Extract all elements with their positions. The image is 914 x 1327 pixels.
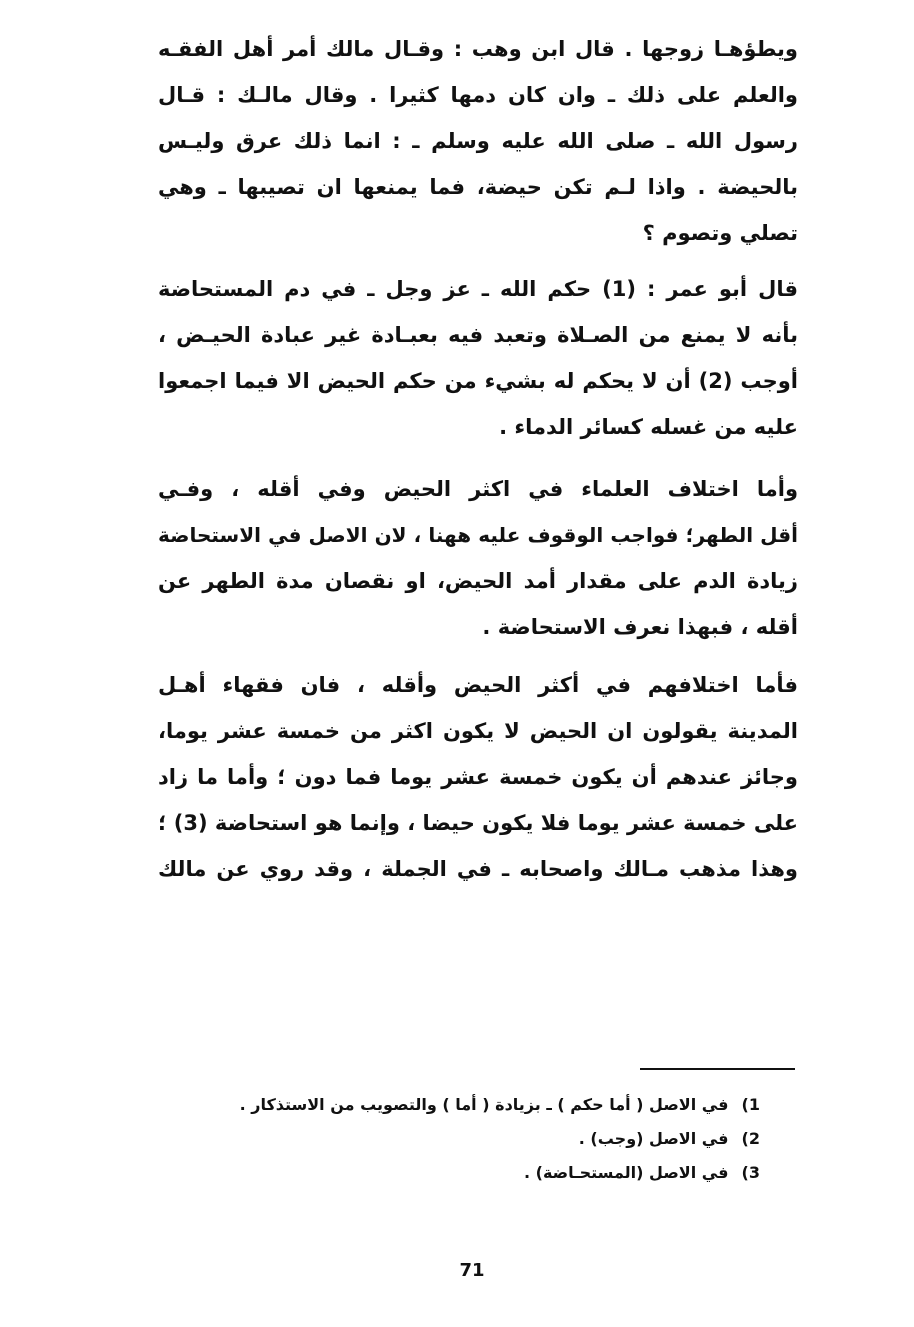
- text-line: فأما اختلافهم في أكثر الحيض وأقله ، فان فقهاء أهـل: [158, 673, 798, 697]
- footnote-divider: [640, 1068, 795, 1070]
- paragraph-3: [158, 466, 798, 650]
- paragraph-4: [158, 662, 798, 892]
- text-line: والعلم على ذلك ـ وان كان دمها كثيرا . وقال مالـك : قـال: [158, 83, 798, 107]
- footnote-number: 1): [741, 1095, 760, 1114]
- footnote-1: [150, 1088, 760, 1122]
- text-line: أوجب (2) أن لا يحكم له بشيء من حكم الحيض الا فيما اجمعوا: [158, 369, 798, 393]
- text-line: بأنه لا يمنع من الصـلاة وتعبد فيه بعبـادة غير عبادة الحيـض ،: [158, 323, 798, 347]
- footnote-text: في الاصل ( أما حكم ) ـ بزيادة ( أما ) والتصويب من الاستذكار .: [239, 1095, 729, 1114]
- footnote-number: 2): [741, 1129, 760, 1148]
- footnote-number: 3): [741, 1163, 760, 1182]
- footnote-text: في الاصل (وجب) .: [578, 1129, 729, 1148]
- footnote-2: [150, 1122, 760, 1156]
- text-line: أقله ، فبهذا نعرف الاستحاضة .: [482, 615, 798, 639]
- text-line: أقل الطهر؛ فواجب الوقوف عليه ههنا ، لان الاصل في الاستحاضة: [158, 523, 798, 547]
- text-line: المدينة يقولون ان الحيض لا يكون اكثر من خمسة عشر يوما،: [158, 719, 798, 743]
- text-line: قال أبو عمر : (1) حكم الله ـ عز وجل ـ في دم المستحاضة: [158, 277, 798, 301]
- text-line: عليه من غسله كسائر الدماء .: [499, 415, 798, 439]
- text-line: وجائز عندهم أن يكون خمسة عشر يوما فما دون ؛ وأما ما زاد: [158, 765, 798, 789]
- page-number: 71: [459, 1260, 485, 1281]
- footnote-text: في الاصل (المستحـاضة) .: [524, 1163, 729, 1182]
- paragraph-2: [158, 266, 798, 450]
- text-line: رسول الله ـ صلى الله عليه وسلم ـ : انما ذلك عرق وليـس: [158, 129, 798, 153]
- text-line: وهذا مذهب مـالك واصحابه ـ في الجملة ، وقد روي عن مالك: [158, 857, 798, 881]
- text-line: على خمسة عشر يوما فلا يكون حيضا ، وإنما هو استحاضة (3) ؛: [158, 811, 798, 835]
- paragraph-1: [158, 26, 798, 256]
- footnote-3: [150, 1156, 760, 1190]
- text-line: بالحيضة . واذا لـم تكن حيضة، فما يمنعها ان تصيبها ـ وهي: [158, 175, 798, 199]
- text-line: وأما اختلاف العلماء في اكثر الحيض وفي أقله ، وفـي: [158, 477, 798, 501]
- footnotes: [150, 1088, 760, 1190]
- text-line: زيادة الدم على مقدار أمد الحيض، او نقصان مدة الطهر عن: [158, 569, 798, 593]
- text-line: ويطؤهـا زوجها . قال ابن وهب : وقـال مالك أمر أهل الفقـه: [158, 37, 798, 61]
- text-line: تصلي وتصوم ؟: [642, 221, 798, 245]
